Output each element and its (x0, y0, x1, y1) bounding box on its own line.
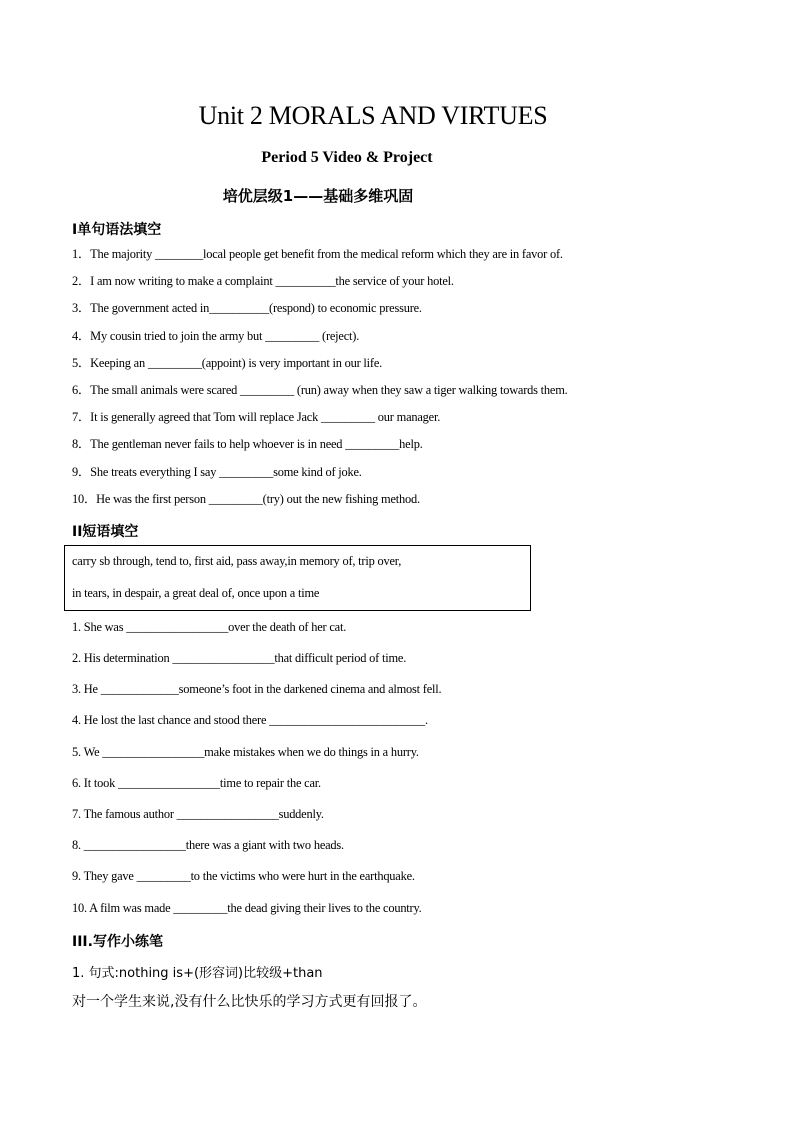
phrase-item: 8. _________________there was a giant with two heads. (72, 838, 344, 852)
phrase-item: 10. A film was made _________the dead giving their lives to the country. (72, 901, 422, 915)
phrase-item: 2. His determination _________________that difficult period of time. (72, 651, 407, 665)
phrase-item: 7. The famous author _________________suddenly. (72, 807, 324, 821)
phrase-box-line: in tears, in despair, a great deal of, once upon a time (72, 586, 320, 600)
phrase-item: 1. She was _________________over the death of her cat. (72, 620, 347, 634)
phrase-item: 4. He lost the last chance and stood there __________________________. (72, 713, 428, 727)
grammar-item: 5．Keeping an _________(appoint) is very important in our life. (72, 356, 383, 370)
grammar-item: 2．I am now writing to make a complaint __________the service of your hotel. (72, 274, 454, 288)
phrase-item: 3. He _____________someone’s foot in the darkened cinema and almost fell. (72, 682, 442, 696)
grammar-item: 6．The small animals were scared _________ (run) away when they saw a tiger walking towards them. (72, 383, 568, 397)
level-heading: 培优层级1——基础多维巩固 (222, 187, 414, 205)
phrase-item: 9. They gave _________to the victims who were hurt in the earthquake. (72, 869, 415, 883)
writing-item-chinese: 对一个学生来说,没有什么比快乐的学习方式更有回报了。 (72, 994, 427, 1010)
phrase-box-line: carry sb through, tend to, first aid, pass away,in memory of, trip over, (72, 554, 402, 568)
grammar-item: 8．The gentleman never fails to help whoever is in need _________help. (72, 437, 423, 451)
section-2-heading: II短语填空 (72, 524, 139, 540)
section-1-heading: I单句语法填空 (72, 222, 162, 238)
grammar-item: 4．My cousin tried to join the army but _________ (reject). (72, 329, 360, 343)
period-subtitle: Period 5 Video & Project (261, 149, 433, 166)
phrase-box (64, 545, 531, 611)
writing-item: 1. 句式:nothing is+(形容词)比较级+than (72, 966, 323, 981)
page-title: Unit 2 MORALS AND VIRTUES (198, 101, 548, 130)
grammar-item: 10．He was the first person _________(try) out the new fishing method. (72, 492, 420, 506)
phrase-item: 5. We _________________make mistakes when we do things in a hurry. (72, 745, 419, 759)
grammar-item: 9．She treats everything I say _________some kind of joke. (72, 465, 362, 479)
grammar-item: 7．It is generally agreed that Tom will replace Jack _________ our manager. (72, 410, 441, 424)
section-3-heading: III.写作小练笔 (72, 934, 163, 950)
grammar-item: 1．The majority ________local people get benefit from the medical reform which they are in favor of. (72, 247, 563, 261)
grammar-item: 3．The government acted in__________(respond) to economic pressure. (72, 301, 422, 315)
phrase-item: 6. It took _________________time to repair the car. (72, 776, 321, 790)
